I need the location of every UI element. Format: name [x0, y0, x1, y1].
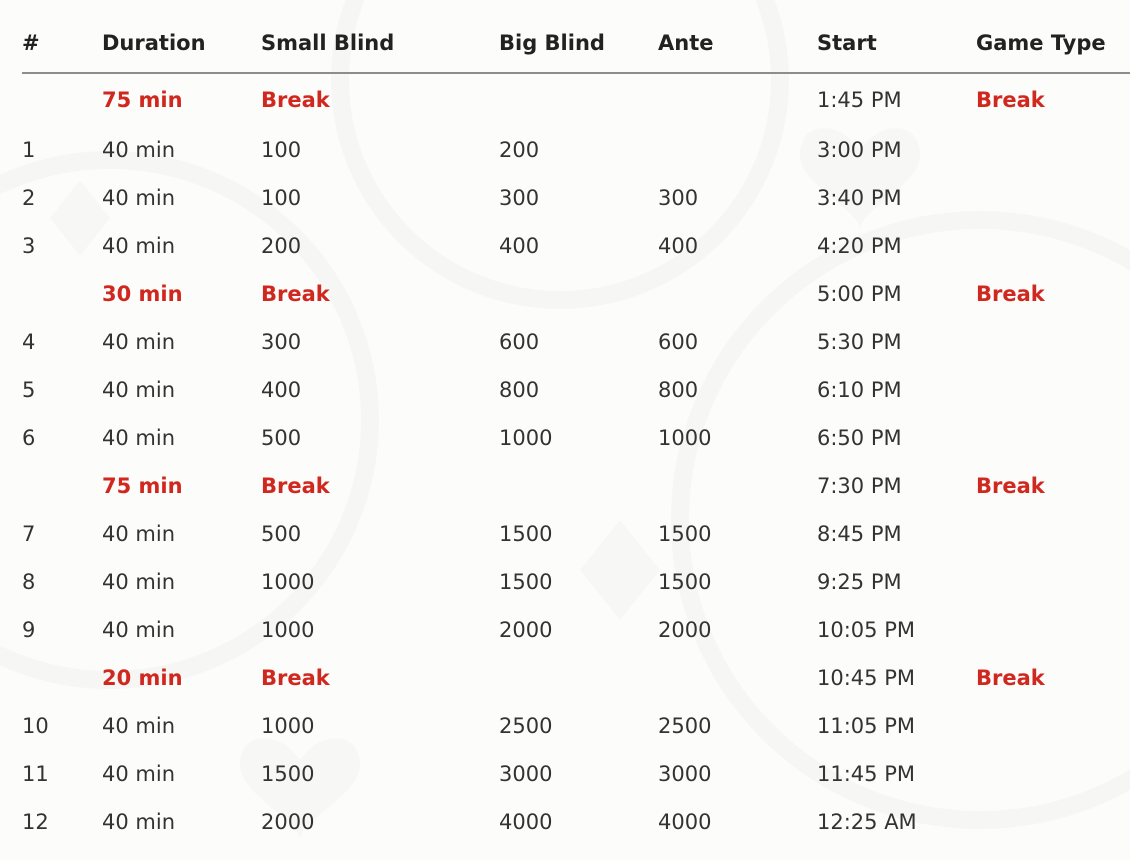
start-time-cell: 1:45 PM [817, 88, 902, 112]
big-blind-cell: 800 [499, 378, 540, 402]
level-row [22, 750, 1130, 798]
big-blind-cell: 4000 [499, 810, 553, 834]
start-time-cell: 11:05 PM [817, 714, 915, 738]
duration-cell: 40 min [102, 762, 175, 786]
ante-cell: 800 [658, 378, 699, 402]
game-type-cell [976, 558, 1130, 606]
ante-cell: 1500 [658, 570, 712, 594]
game-type-cell: Break [976, 474, 1045, 498]
ante-cell: 2000 [658, 618, 712, 642]
level-number-cell: 6 [22, 426, 36, 450]
blind-structure-container [22, 24, 1130, 846]
small-blind-cell: Break [261, 282, 330, 306]
level-number-cell: 11 [22, 762, 49, 786]
ante-cell: 3000 [658, 762, 712, 786]
level-number-cell: 12 [22, 810, 49, 834]
ante-cell [658, 462, 817, 510]
start-time-cell: 11:45 PM [817, 762, 915, 786]
start-time-cell: 4:20 PM [817, 234, 902, 258]
small-blind-cell: 500 [261, 426, 302, 450]
level-row [22, 510, 1130, 558]
duration-cell: 40 min [102, 618, 175, 642]
ante-cell: 1000 [658, 426, 712, 450]
big-blind-cell [499, 462, 658, 510]
game-type-cell [976, 510, 1130, 558]
duration-cell: 75 min [102, 88, 183, 112]
duration-cell: 40 min [102, 378, 175, 402]
small-blind-cell: 1000 [261, 618, 315, 642]
header-start: Start [817, 24, 976, 73]
game-type-cell [976, 366, 1130, 414]
duration-cell: 40 min [102, 810, 175, 834]
start-time-cell: 10:45 PM [817, 666, 915, 690]
big-blind-cell [499, 654, 658, 702]
duration-cell: 40 min [102, 714, 175, 738]
break-row [22, 654, 1130, 702]
level-row [22, 414, 1130, 462]
level-number-cell: 2 [22, 186, 36, 210]
duration-cell: 40 min [102, 330, 175, 354]
big-blind-cell: 3000 [499, 762, 553, 786]
ante-cell: 400 [658, 234, 699, 258]
duration-cell: 40 min [102, 570, 175, 594]
small-blind-cell: Break [261, 666, 330, 690]
small-blind-cell: Break [261, 474, 330, 498]
ante-cell [658, 73, 817, 126]
game-type-cell: Break [976, 666, 1045, 690]
big-blind-cell: 300 [499, 186, 540, 210]
big-blind-cell: 2500 [499, 714, 553, 738]
game-type-cell: Break [976, 282, 1045, 306]
small-blind-cell: 1000 [261, 714, 315, 738]
level-number-cell: 3 [22, 234, 36, 258]
ante-cell [658, 126, 817, 174]
big-blind-cell: 1500 [499, 522, 553, 546]
duration-cell: 30 min [102, 282, 183, 306]
big-blind-cell: 600 [499, 330, 540, 354]
game-type-cell [976, 126, 1130, 174]
big-blind-cell: 2000 [499, 618, 553, 642]
small-blind-cell: 1000 [261, 570, 315, 594]
level-row [22, 126, 1130, 174]
game-type-cell [976, 798, 1130, 846]
big-blind-cell: 200 [499, 138, 540, 162]
small-blind-cell: 200 [261, 234, 302, 258]
duration-cell: 20 min [102, 666, 183, 690]
ante-cell: 4000 [658, 810, 712, 834]
level-number-cell: 9 [22, 618, 36, 642]
game-type-cell [976, 222, 1130, 270]
big-blind-cell: 1000 [499, 426, 553, 450]
game-type-cell: Break [976, 88, 1045, 112]
table-body [22, 73, 1130, 846]
start-time-cell: 12:25 AM [817, 810, 917, 834]
level-number-cell: 1 [22, 138, 36, 162]
small-blind-cell: 100 [261, 186, 302, 210]
level-number-cell: 8 [22, 570, 36, 594]
blind-structure-table [22, 24, 1130, 846]
level-row [22, 606, 1130, 654]
break-row [22, 462, 1130, 510]
big-blind-cell [499, 270, 658, 318]
small-blind-cell: 2000 [261, 810, 315, 834]
level-row [22, 222, 1130, 270]
table-header [22, 24, 1130, 73]
level-row [22, 798, 1130, 846]
duration-cell: 40 min [102, 138, 175, 162]
start-time-cell: 6:50 PM [817, 426, 902, 450]
level-number-cell [22, 654, 102, 702]
start-time-cell: 8:45 PM [817, 522, 902, 546]
duration-cell: 75 min [102, 474, 183, 498]
duration-cell: 40 min [102, 186, 175, 210]
small-blind-cell: 100 [261, 138, 302, 162]
start-time-cell: 10:05 PM [817, 618, 915, 642]
level-number-cell: 7 [22, 522, 36, 546]
game-type-cell [976, 318, 1130, 366]
small-blind-cell: 300 [261, 330, 302, 354]
duration-cell: 40 min [102, 522, 175, 546]
game-type-cell [976, 174, 1130, 222]
level-row [22, 318, 1130, 366]
header-num: # [22, 24, 102, 73]
level-row [22, 558, 1130, 606]
start-time-cell: 7:30 PM [817, 474, 902, 498]
big-blind-cell [499, 73, 658, 126]
duration-cell: 40 min [102, 426, 175, 450]
ante-cell [658, 654, 817, 702]
ante-cell: 2500 [658, 714, 712, 738]
small-blind-cell: 500 [261, 522, 302, 546]
small-blind-cell: 400 [261, 378, 302, 402]
level-number-cell: 5 [22, 378, 36, 402]
ante-cell: 600 [658, 330, 699, 354]
start-time-cell: 5:30 PM [817, 330, 902, 354]
start-time-cell: 9:25 PM [817, 570, 902, 594]
game-type-cell [976, 750, 1130, 798]
level-row [22, 702, 1130, 750]
header-duration: Duration [102, 24, 261, 73]
game-type-cell [976, 606, 1130, 654]
game-type-cell [976, 414, 1130, 462]
start-time-cell: 5:00 PM [817, 282, 902, 306]
ante-cell: 1500 [658, 522, 712, 546]
level-number-cell: 4 [22, 330, 36, 354]
big-blind-cell: 400 [499, 234, 540, 258]
game-type-cell [976, 702, 1130, 750]
header-big-blind: Big Blind [499, 24, 658, 73]
small-blind-cell: Break [261, 88, 330, 112]
level-number-cell [22, 462, 102, 510]
break-row [22, 270, 1130, 318]
ante-cell: 300 [658, 186, 699, 210]
header-row [22, 24, 1130, 73]
break-row [22, 73, 1130, 126]
level-row [22, 366, 1130, 414]
duration-cell: 40 min [102, 234, 175, 258]
level-number-cell [22, 73, 102, 126]
big-blind-cell: 1500 [499, 570, 553, 594]
start-time-cell: 6:10 PM [817, 378, 902, 402]
header-small-blind: Small Blind [261, 24, 499, 73]
start-time-cell: 3:40 PM [817, 186, 902, 210]
start-time-cell: 3:00 PM [817, 138, 902, 162]
ante-cell [658, 270, 817, 318]
header-ante: Ante [658, 24, 817, 73]
level-number-cell: 10 [22, 714, 49, 738]
header-game-type: Game Type [976, 24, 1130, 73]
level-row [22, 174, 1130, 222]
level-number-cell [22, 270, 102, 318]
small-blind-cell: 1500 [261, 762, 315, 786]
